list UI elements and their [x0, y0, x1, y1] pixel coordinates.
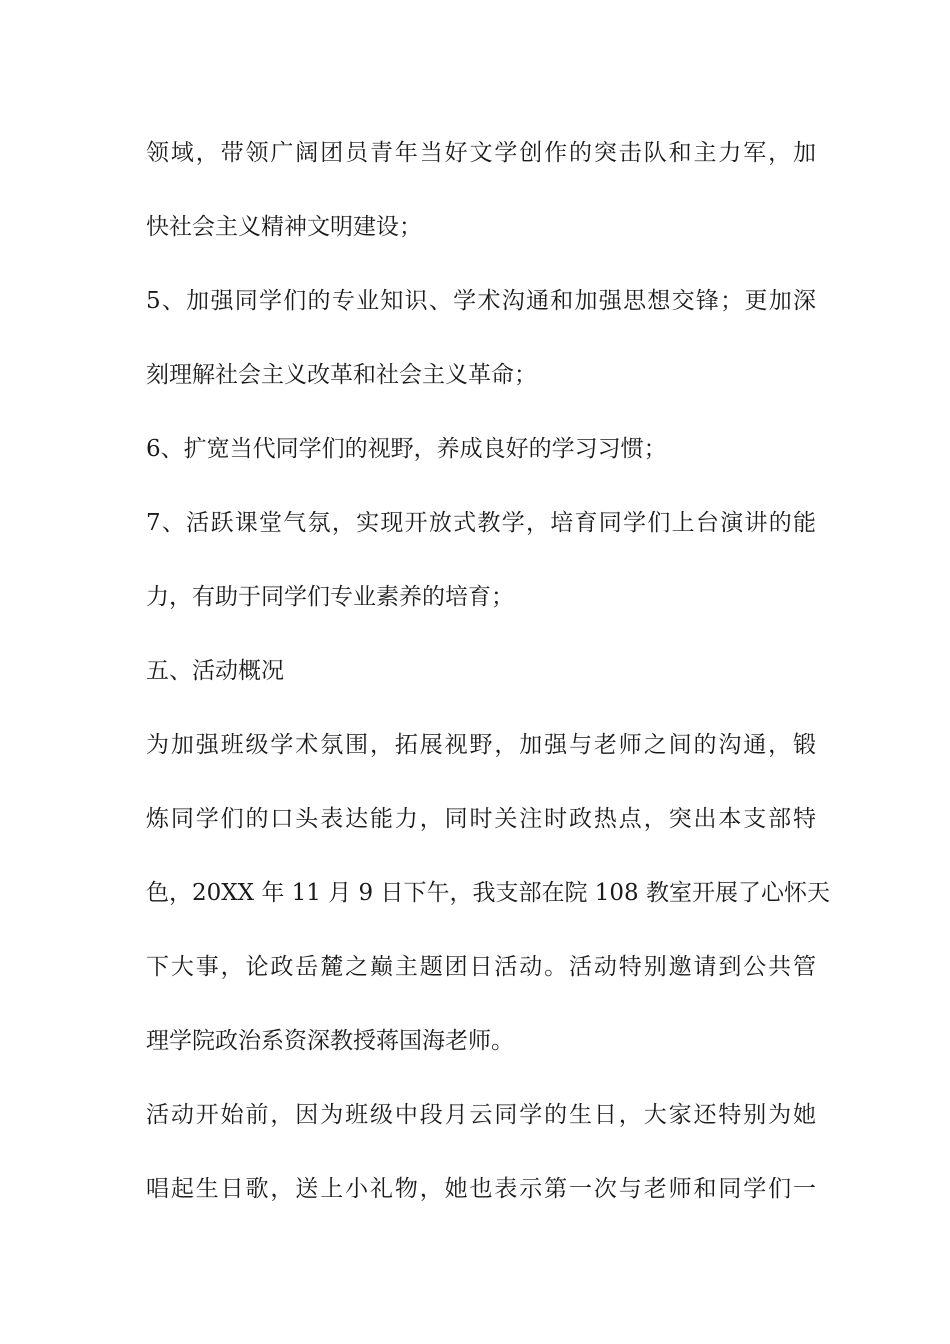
- paragraph-line: 理学院政治系资深教授蒋国海老师。: [146, 1028, 514, 1054]
- section-heading: 五、活动概况: [146, 658, 284, 684]
- paragraph-line: 活动开始前，因为班级中段月云同学的生日，大家还特别为她: [146, 1102, 816, 1128]
- paragraph-line: 快社会主义精神文明建设；: [146, 214, 422, 240]
- paragraph-line: 唱起生日歌，送上小礼物，她也表示第一次与老师和同学们一: [146, 1176, 816, 1202]
- paragraph-line: 为加强班级学术氛围，拓展视野，加强与老师之间的沟通，锻: [146, 732, 816, 758]
- paragraph-line: 下大事，论政岳麓之巅主题团日活动。活动特别邀请到公共管: [146, 954, 816, 980]
- list-item-6: 6、扩宽当代同学们的视野，养成良好的学习习惯；: [146, 436, 667, 462]
- paragraph-line: 力，有助于同学们专业素养的培育；: [146, 584, 514, 610]
- paragraph-line: 领域，带领广阔团员青年当好文学创作的突击队和主力军，加: [146, 140, 816, 166]
- paragraph-line: 色，20XX 年 11 月 9 日下午，我支部在院 108 教室开展了心怀天: [146, 880, 830, 906]
- paragraph-line: 刻理解社会主义改革和社会主义革命；: [146, 362, 537, 388]
- list-item-5: 5、加强同学们的专业知识、学术沟通和加强思想交锋；更加深: [146, 288, 816, 314]
- paragraph-line: 炼同学们的口头表达能力，同时关注时政热点，突出本支部特: [146, 806, 816, 832]
- list-item-7: 7、活跃课堂气氛，实现开放式教学，培育同学们上台演讲的能: [146, 510, 816, 536]
